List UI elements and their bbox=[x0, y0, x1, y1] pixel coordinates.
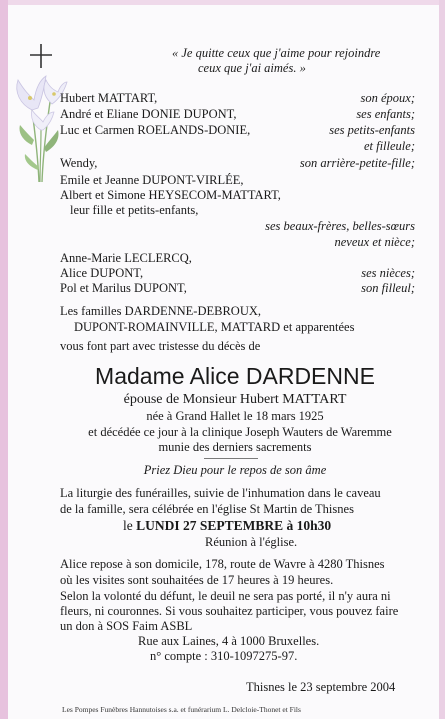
family-name: leur fille et petits-enfants, bbox=[70, 203, 199, 217]
announcement: vous font part avec tristesse du décès de bbox=[60, 339, 261, 353]
death-line-1: et décédée ce jour à la clinique Joseph Wauters de Waremme bbox=[88, 425, 392, 439]
donation-account: n° compte : 310-1097275-97. bbox=[150, 649, 298, 663]
birth-line: née à Grand Hallet le 18 mars 1925 bbox=[146, 409, 324, 423]
deceased-name: Madame Alice DARDENNE bbox=[95, 363, 375, 389]
family-relation: son arrière-petite-fille; bbox=[299, 156, 415, 170]
family-relation: ses nièces; bbox=[361, 266, 415, 280]
family-name: Pol et Marilus DUPONT, bbox=[60, 281, 187, 295]
visit-line-2: où les visites sont souhaitées de 17 heures à 19 heures. bbox=[60, 573, 334, 587]
family-name: Luc et Carmen ROELANDS-DONIE, bbox=[60, 123, 251, 137]
family-relation: neveux et nièce; bbox=[334, 235, 415, 249]
family-name: Albert et Simone HEYSECOM-MATTART, bbox=[60, 188, 281, 202]
family-relation: son filleul; bbox=[361, 281, 415, 295]
spouse-line: épouse de Monsieur Hubert MATTART bbox=[123, 392, 347, 407]
family-relation: ses petits-enfants bbox=[329, 123, 415, 137]
family-name: Wendy, bbox=[60, 156, 98, 170]
decorative-border-left bbox=[0, 0, 8, 719]
place-date: Thisnes le 23 septembre 2004 bbox=[246, 680, 396, 694]
decorative-border-right bbox=[439, 0, 445, 719]
family-relation: ses enfants; bbox=[356, 107, 415, 121]
funeral-date: LUNDI 27 SEPTEMBRE à 10h30 bbox=[136, 518, 332, 533]
funeral-date-prefix: le bbox=[123, 518, 133, 533]
prayer-line: Priez Dieu pour le repos de son âme bbox=[143, 463, 327, 477]
funeral-line-2: de la famille, sera célébrée en l'église St Martin de Thisnes bbox=[60, 502, 354, 516]
family-relation: son époux; bbox=[360, 91, 415, 105]
death-line-2: munie des derniers sacrements bbox=[158, 440, 312, 454]
wish-line-1: Selon la volonté du défunt, le deuil ne sera pas porté, il n'y aura ni bbox=[60, 589, 391, 603]
family-relation: ses beaux-frères, belles-sœurs bbox=[265, 219, 415, 233]
families-line-1: Les familles DARDENNE-DEBROUX, bbox=[60, 304, 262, 318]
family-name: Anne-Marie LECLERCQ, bbox=[60, 251, 192, 265]
quote-line-2: ceux que j'ai aimés. » bbox=[198, 61, 306, 75]
funeral-line-1: La liturgie des funérailles, suivie de l'inhumation dans le caveau bbox=[60, 486, 381, 500]
divider bbox=[204, 458, 258, 459]
funeral-date-line bbox=[123, 518, 331, 533]
family-relation: et filleule; bbox=[363, 139, 415, 153]
decorative-border-top bbox=[0, 0, 445, 5]
donation-address: Rue aux Laines, 4 à 1000 Bruxelles. bbox=[138, 634, 320, 648]
family-name: Hubert MATTART, bbox=[60, 91, 158, 105]
wish-line-3: un don à SOS Faim ASBL bbox=[60, 619, 193, 633]
quote-line-1: « Je quitte ceux que j'aime pour rejoindre bbox=[172, 46, 381, 60]
footer-funeral-home: Les Pompes Funèbres Hannutoises s.a. et funérarium L. Delcloie-Thonet et Fils bbox=[62, 705, 301, 714]
meeting-line: Réunion à l'église. bbox=[205, 535, 298, 549]
cross-icon bbox=[28, 43, 54, 69]
wish-line-2: fleurs, ni couronnes. Si vous souhaitez participer, vous pouvez faire bbox=[60, 604, 399, 618]
family-name: André et Eliane DONIE DUPONT, bbox=[60, 107, 237, 121]
visit-line-1: Alice repose à son domicile, 178, route de Wavre à 4280 Thisnes bbox=[60, 557, 385, 571]
family-name: Alice DUPONT, bbox=[60, 266, 144, 280]
family-name: Emile et Jeanne DUPONT-VIRLÉE, bbox=[60, 173, 244, 187]
families-line-2: DUPONT-ROMAINVILLE, MATTARD et apparentées bbox=[74, 320, 355, 334]
